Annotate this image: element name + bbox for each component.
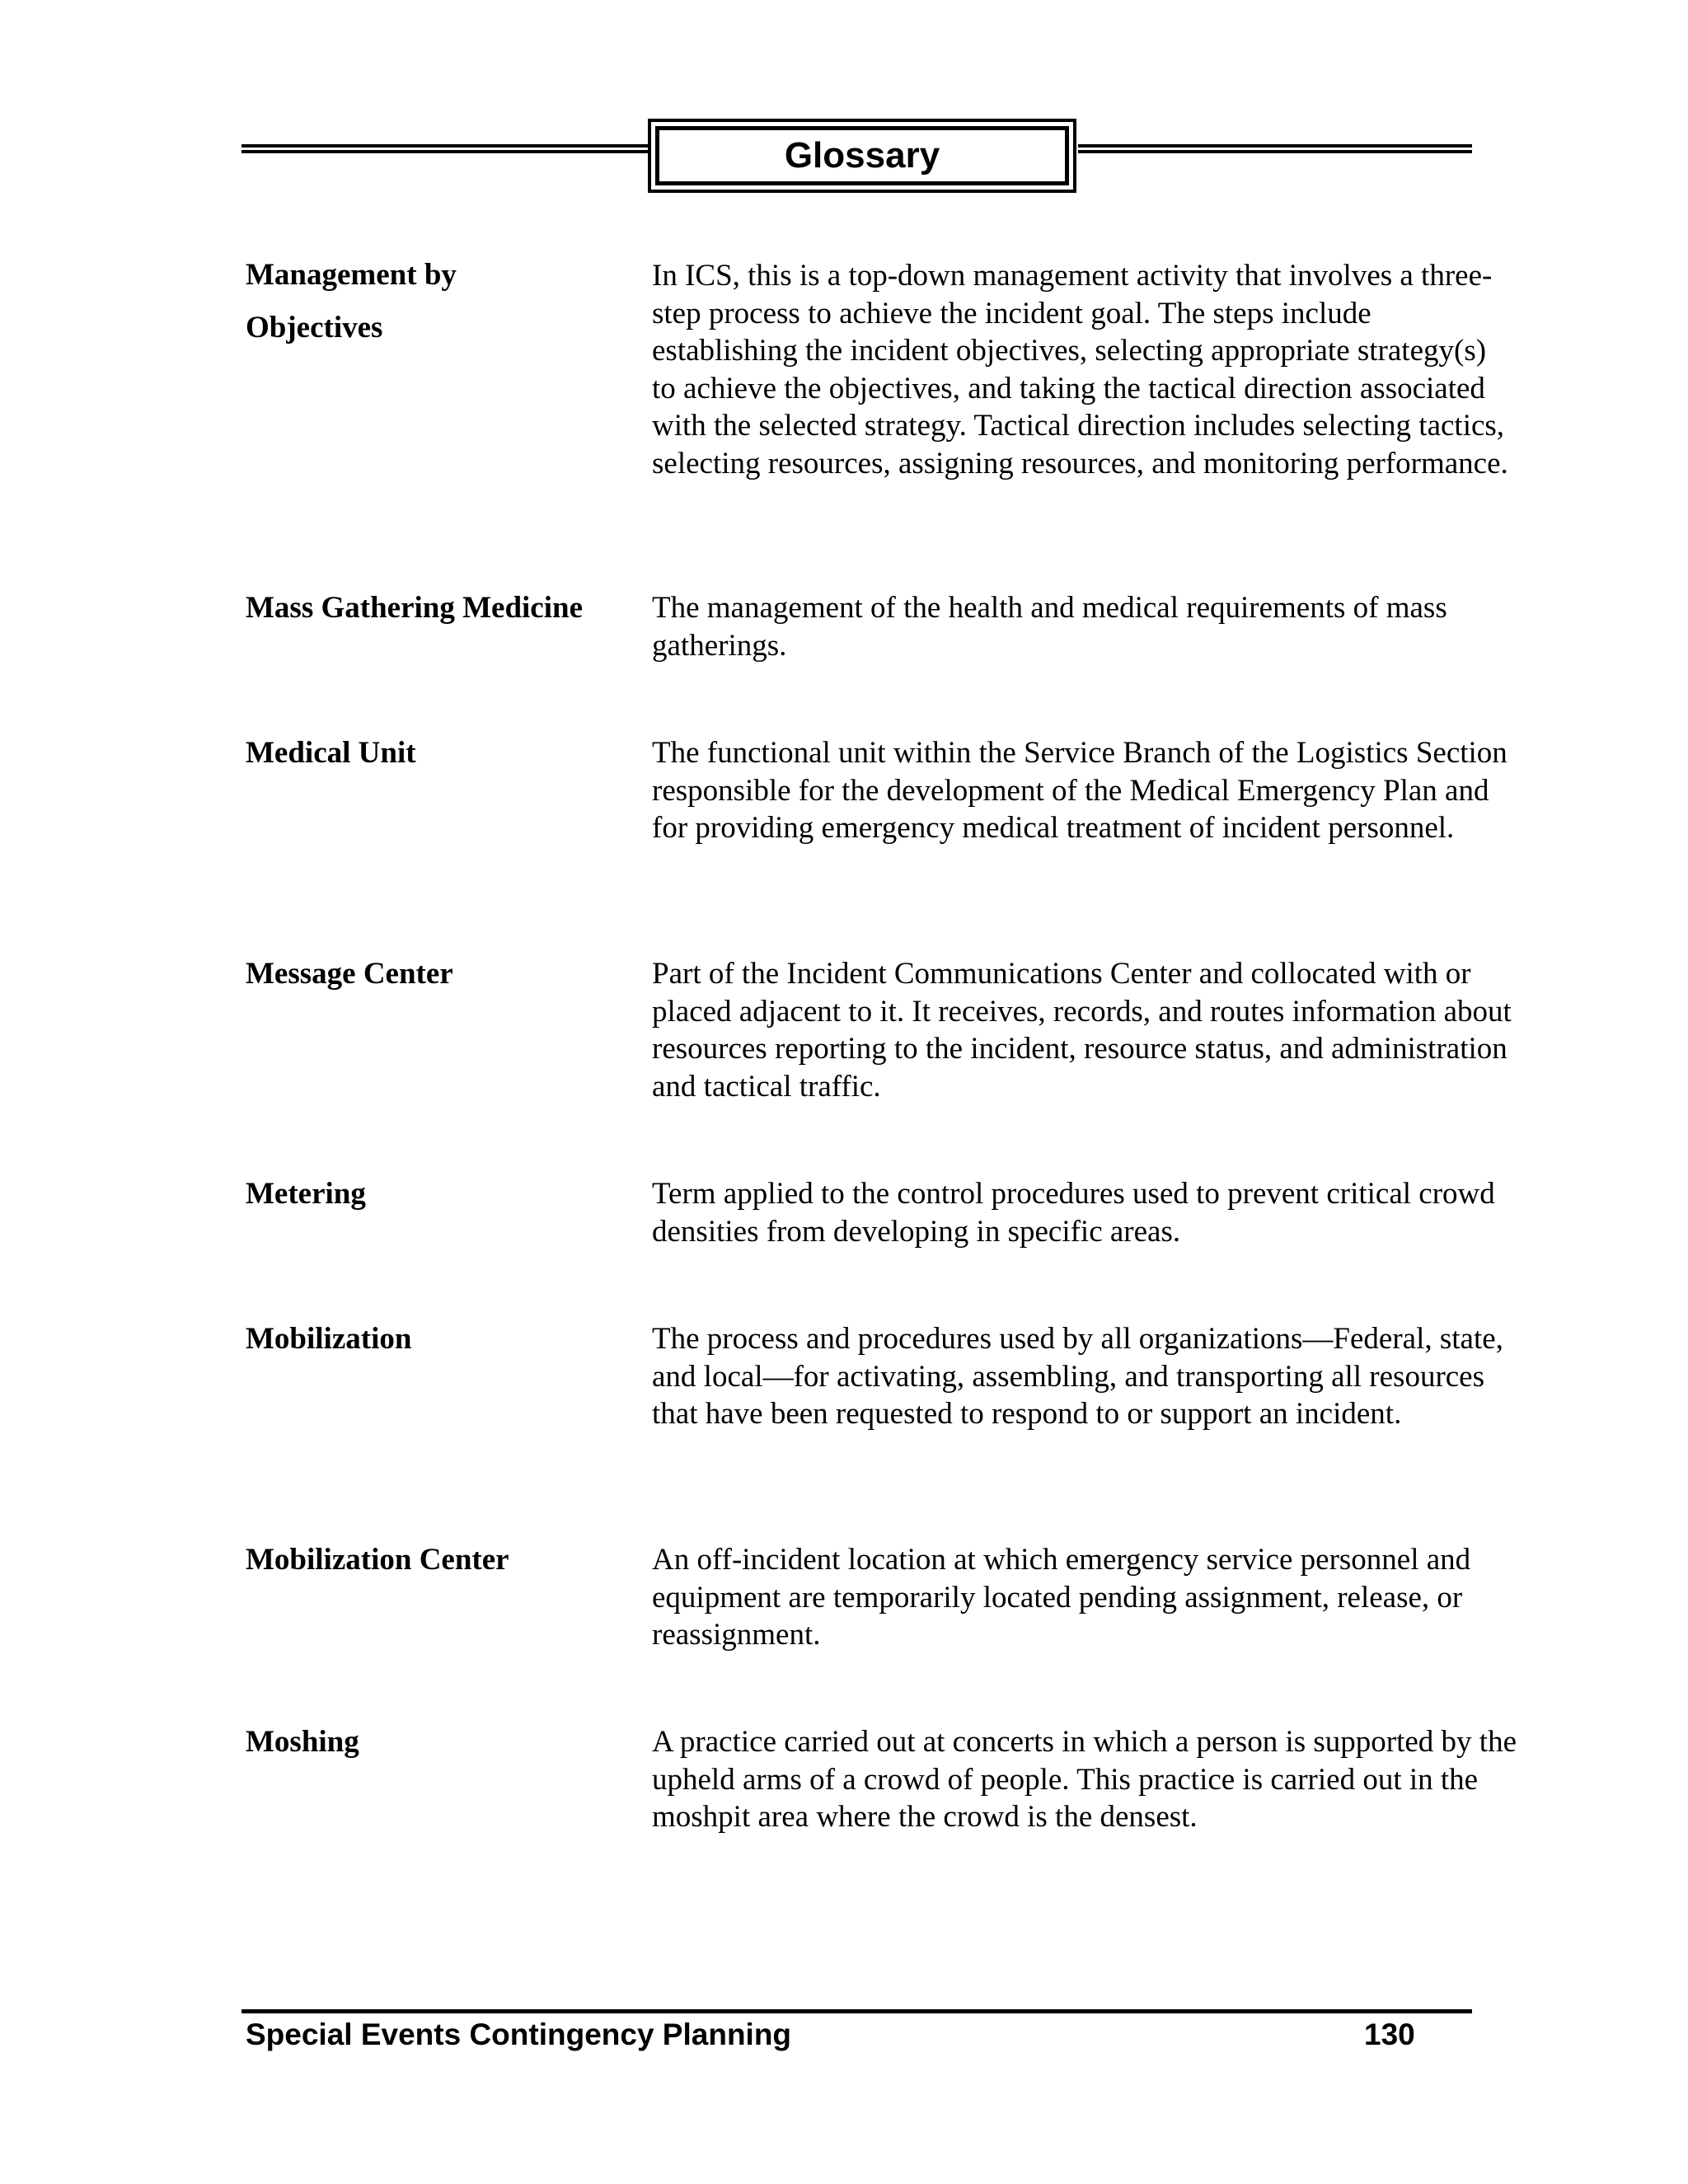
glossary-term: Mobilization Center <box>246 1543 509 1577</box>
footer-page-number: 130 <box>1364 2018 1415 2051</box>
glossary-term: Metering <box>246 1177 366 1211</box>
page-title: Glossary <box>784 135 940 176</box>
glossary-term: Message Center <box>246 957 453 991</box>
glossary-definition: An off-incident location at which emergency service personnel and equipment are temporarily located pending assignment, release, or reassignment. <box>652 1543 1471 1652</box>
header-rule-left <box>241 144 649 153</box>
glossary-definition: Term applied to the control procedures used to prevent critical crowd densities from developing in specific areas. <box>652 1177 1495 1249</box>
glossary-term: Medical Unit <box>246 736 416 770</box>
glossary-definition: The functional unit within the Service Branch of the Logistics Section responsible for the development of the Medical Emergency Plan and for providing emergency medical treatment of incident personnel. <box>652 736 1507 845</box>
glossary-definition: Part of the Incident Communications Center and collocated with or placed adjacent to it. It receives, records, and routes information about resources reporting to the incident, resource status, and administration and tactical traffic. <box>652 957 1512 1104</box>
header-rule-right <box>1078 144 1472 153</box>
glossary-term: Management by Objectives <box>246 258 457 344</box>
glossary-term: Mass Gathering Medicine <box>246 591 584 625</box>
header-title-box-inner <box>655 126 1069 185</box>
header-title-box <box>648 119 1076 193</box>
footer-document-title: Special Events Contingency Planning <box>246 2018 792 2051</box>
glossary-term: Moshing <box>246 1725 359 1759</box>
glossary-term: Mobilization <box>246 1322 412 1356</box>
footer-rule <box>241 2009 1472 2013</box>
glossary-definition: A practice carried out at concerts in which a person is supported by the upheld arms of a crowd of people. This practice is carried out in the moshpit area where the crowd is the densest. <box>652 1725 1517 1834</box>
glossary-definition: The management of the health and medical requirements of mass gatherings. <box>652 591 1447 663</box>
glossary-definition: The process and procedures used by all organizations—Federal, state, and local—for activating, assembling, and transporting all resources that have been requested to respond to or support an incident. <box>652 1322 1503 1431</box>
glossary-definition: In ICS, this is a top-down management activity that involves a three-step process to achieve the incident goal. The steps include establishing the incident objectives, selecting appropriate strategy(s) to achieve the objectives, and taking the tactical direction associated with the selected strategy. Tactical direction includes selecting tactics, selecting resources, assigning resources, and monitoring performance. <box>652 259 1508 480</box>
